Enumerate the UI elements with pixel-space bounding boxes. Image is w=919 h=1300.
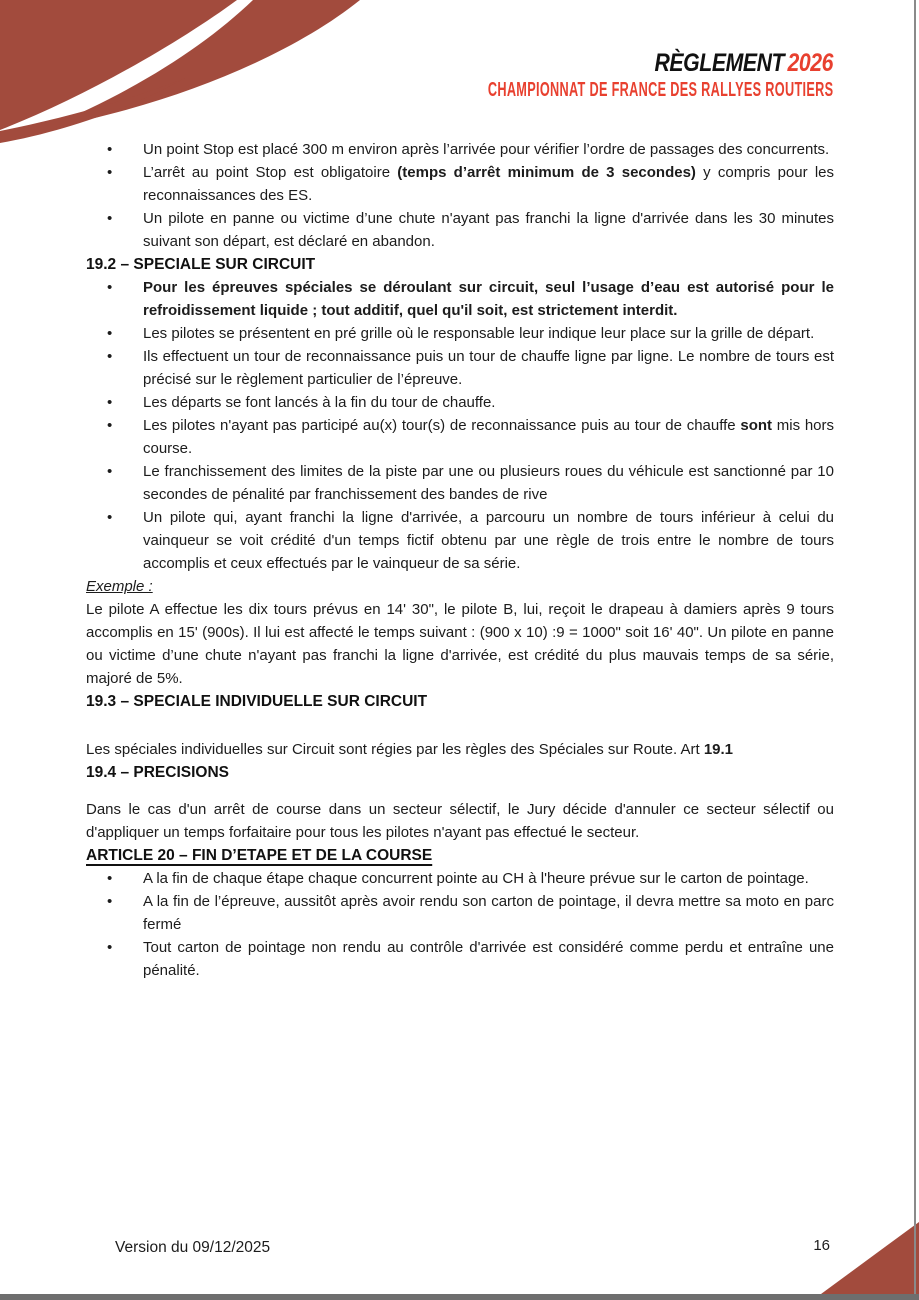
text-run: Le franchissement des limites de la piste par une ou plusieurs roues du véhicule est sanctionné par 10 secondes de pénalité par franchissement des bandes de rive [143,463,834,503]
bullet-item [143,414,834,460]
bullet-item [143,322,834,345]
text-run: Les pilotes se présentent en pré grille où le responsable leur indique leur place sur la grille de départ. [143,325,815,342]
bullet-item [143,936,834,982]
document-body [86,138,834,982]
text-run: Pour les épreuves spéciales se déroulant sur circuit, seul l’usage d’eau est autorisé pour le refroidissement liquide ; tout additif, quel qu'il soit, est strictement interdit. [143,279,834,319]
text-run: Tout carton de pointage non rendu au contrôle d'arrivée est considéré comme perdu et entraîne une pénalité. [143,939,834,979]
text-run: L’arrêt au point Stop est obligatoire [143,164,398,181]
bullet-item [143,161,834,207]
text-run: Les pilotes n'ayant pas participé au(x) tour(s) de reconnaissance puis au tour de chauffe [143,417,741,434]
bullet-item [143,391,834,414]
text-run: (temps d’arrêt minimum de 3 secondes) [397,164,696,181]
bullet-item [143,460,834,506]
document-header [276,50,833,101]
text-run: sont [740,417,773,434]
text-run: Les départs se font lancés à la fin du tour de chauffe. [143,394,496,411]
text-run: y compris pour les reconnaissances des ES. [143,164,834,204]
bullet-item [143,138,834,161]
bullet-item [143,276,834,322]
section-heading-19-4: 19.4 – PRECISIONS [86,764,230,781]
document-subtitle: CHAMPIONNAT DE FRANCE DES RALLYES ROUTIERS [487,78,833,101]
text-run: A la fin de chaque étape chaque concurrent pointe au CH à l'heure prévue sur le carton de pointage. [143,870,809,887]
bullet-list-19-2 [86,276,834,575]
text-run: Un pilote qui, ayant franchi la ligne d'arrivée, a parcouru un nombre de tours inférieur à celui du vainqueur se voit crédité d'un temps fictif obtenu par une règle de trois entre le nombre de tours accomplis et ceux effectués par le vainqueur de sa série. [143,509,834,572]
bullet-item [143,867,834,890]
text-run: Un point Stop est placé 300 m environ après l’arrivée pour vérifier l’ordre de passages des concurrents. [143,141,830,158]
footer-version-text: Version du 09/12/2025 [115,1239,271,1256]
document-title-row [276,50,833,77]
article-20-heading: ARTICLE 20 – FIN D’ETAPE ET DE LA COURSE [86,847,433,864]
bullet-item [143,506,834,575]
example-label: Exemple : [86,578,153,595]
bottom-right-triangle-decoration [821,1222,919,1294]
intro-bullet-list [86,138,834,253]
paragraph-19-4: Dans le cas d'un arrêt de course dans un secteur sélectif, le Jury décide d'annuler ce secteur sélectif ou d'appliquer un temps forfaitaire pour tous les pilotes n'ayant pas effectué le secteur. [86,801,834,841]
page-right-border [914,0,916,1294]
document-title [654,50,833,77]
bullet-item [143,890,834,936]
text-run: Un pilote en panne ou victime d’une chute n'ayant pas franchi la ligne d'arrivée dans les 30 minutes suivant son départ, est déclaré en abandon. [143,210,834,250]
document-subtitle-row [276,79,833,101]
text-run: A la fin de l’épreuve, aussitôt après avoir rendu son carton de pointage, il devra mettre sa moto en parc fermé [143,893,834,933]
bullet-item [143,345,834,391]
title-word: RÈGLEMENT [654,49,785,77]
page-bottom-bar [0,1294,919,1300]
text-run: mis hors course. [143,417,834,457]
page-number: 16 [813,1237,830,1254]
section-heading-19-2: 19.2 – SPECIALE SUR CIRCUIT [86,256,316,273]
bullet-item [143,207,834,253]
text-run: Ils effectuent un tour de reconnaissance puis un tour de chauffe ligne par ligne. Le nombre de tours est précisé sur le règlement particulier de l’épreuve. [143,348,834,388]
text-run: Les spéciales individuelles sur Circuit sont régies par les règles des Spéciales sur Route. Art [86,741,704,758]
section-heading-19-3: 19.3 – SPECIALE INDIVIDUELLE SUR CIRCUIT [86,693,428,710]
text-run: 19.1 [703,741,734,758]
bullet-list-article-20 [86,867,834,982]
paragraph-19-3 [86,738,834,761]
title-year: 2026 [787,49,833,77]
example-paragraph: Le pilote A effectue les dix tours prévus en 14' 30", le pilote B, lui, reçoit le drapeau à damiers après 9 tours accomplis en 15' (900s). Il lui est affecté le temps suivant : (900 x 10) :9 = 1000" soit 16' 40". Un pilote en panne ou victime d’une chute n'ayant pas franchi la ligne d'arrivée, est crédité du plus mauvais temps de sa série, majoré de 5%. [86,601,834,687]
